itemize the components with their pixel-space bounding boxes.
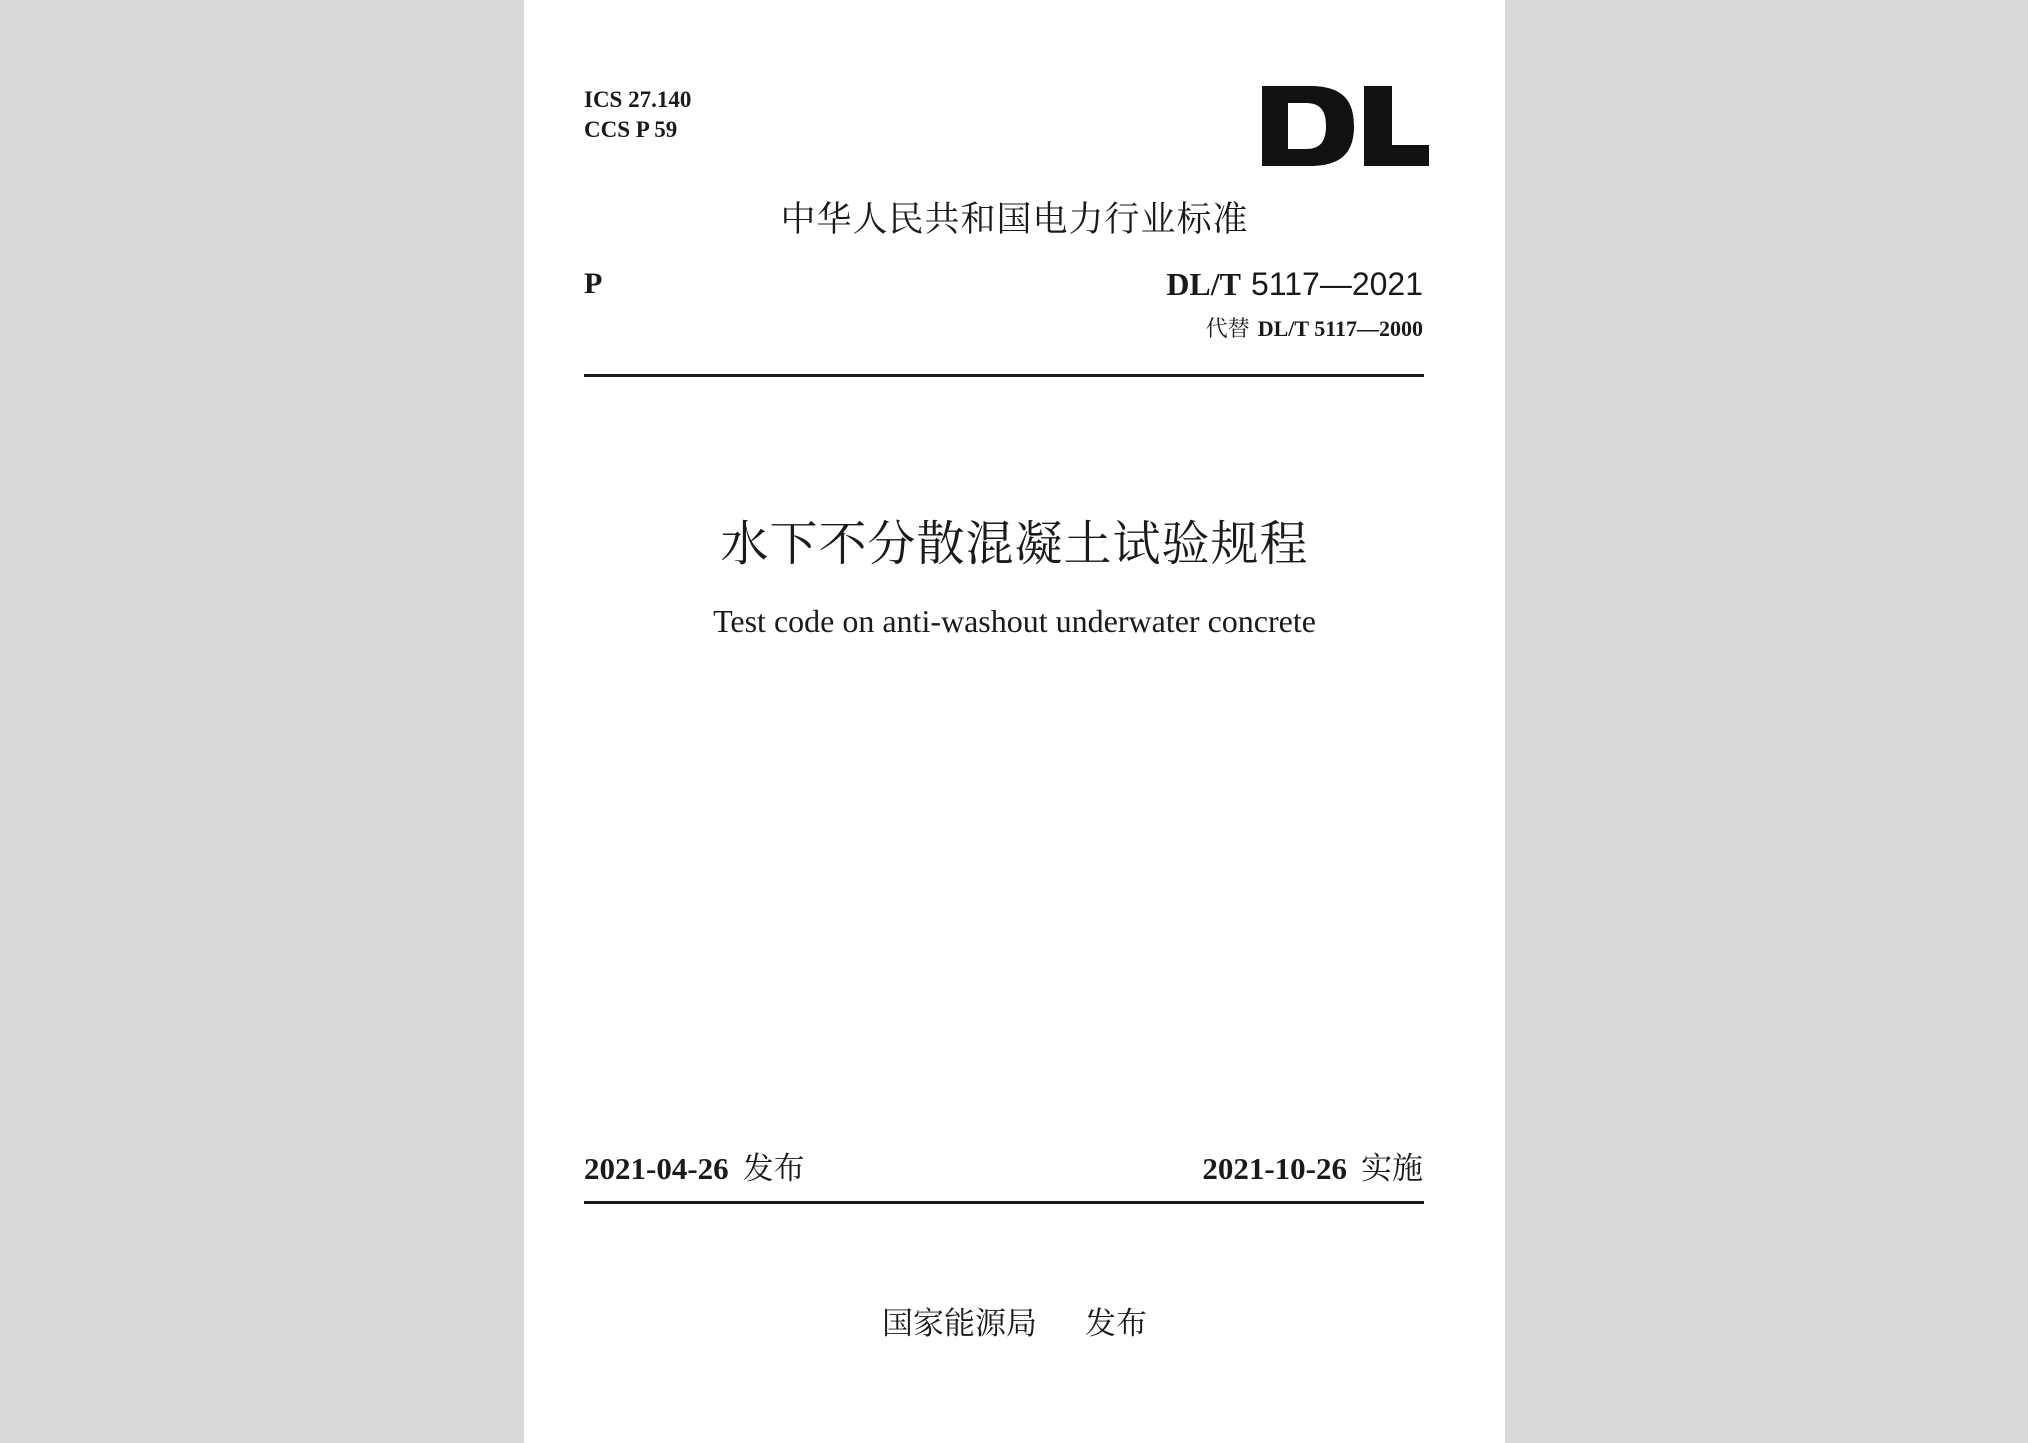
ccs-code: CCS P 59 (584, 117, 678, 142)
effective-label: 实施 (1361, 1151, 1423, 1187)
industry-standard-heading: 中华人民共和国电力行业标准 (780, 200, 1249, 240)
issue-label: 发布 (742, 1151, 805, 1187)
effective-date-block (1202, 1149, 1423, 1189)
ics-code: ICS 27.140 (584, 87, 692, 112)
issue-date-block (584, 1149, 805, 1189)
standard-cover-page (524, 0, 1505, 1443)
publisher-name: 国家能源局 (882, 1306, 1037, 1342)
publisher-line (524, 1302, 1505, 1346)
issue-date: 2021-04-26 (584, 1151, 729, 1186)
title-chinese: 水下不分散混凝土试验规程 (720, 516, 1309, 572)
standard-prefix: DL/T (1166, 266, 1241, 302)
publisher-label: 发布 (1085, 1306, 1147, 1342)
dl-logo (1262, 86, 1429, 166)
category-code: P (584, 267, 603, 300)
top-divider (584, 374, 1424, 377)
bottom-divider (584, 1201, 1424, 1204)
title-english: Test code on anti-washout underwater concrete (713, 603, 1316, 639)
replaces-line (1206, 315, 1423, 344)
replaces-label: 代替 (1205, 317, 1250, 342)
standard-digits: 5117—2021 (1251, 266, 1423, 302)
replaced-standard: DL/T 5117—2000 (1257, 316, 1423, 341)
effective-date: 2021-10-26 (1202, 1151, 1347, 1186)
standard-number (1166, 265, 1423, 303)
